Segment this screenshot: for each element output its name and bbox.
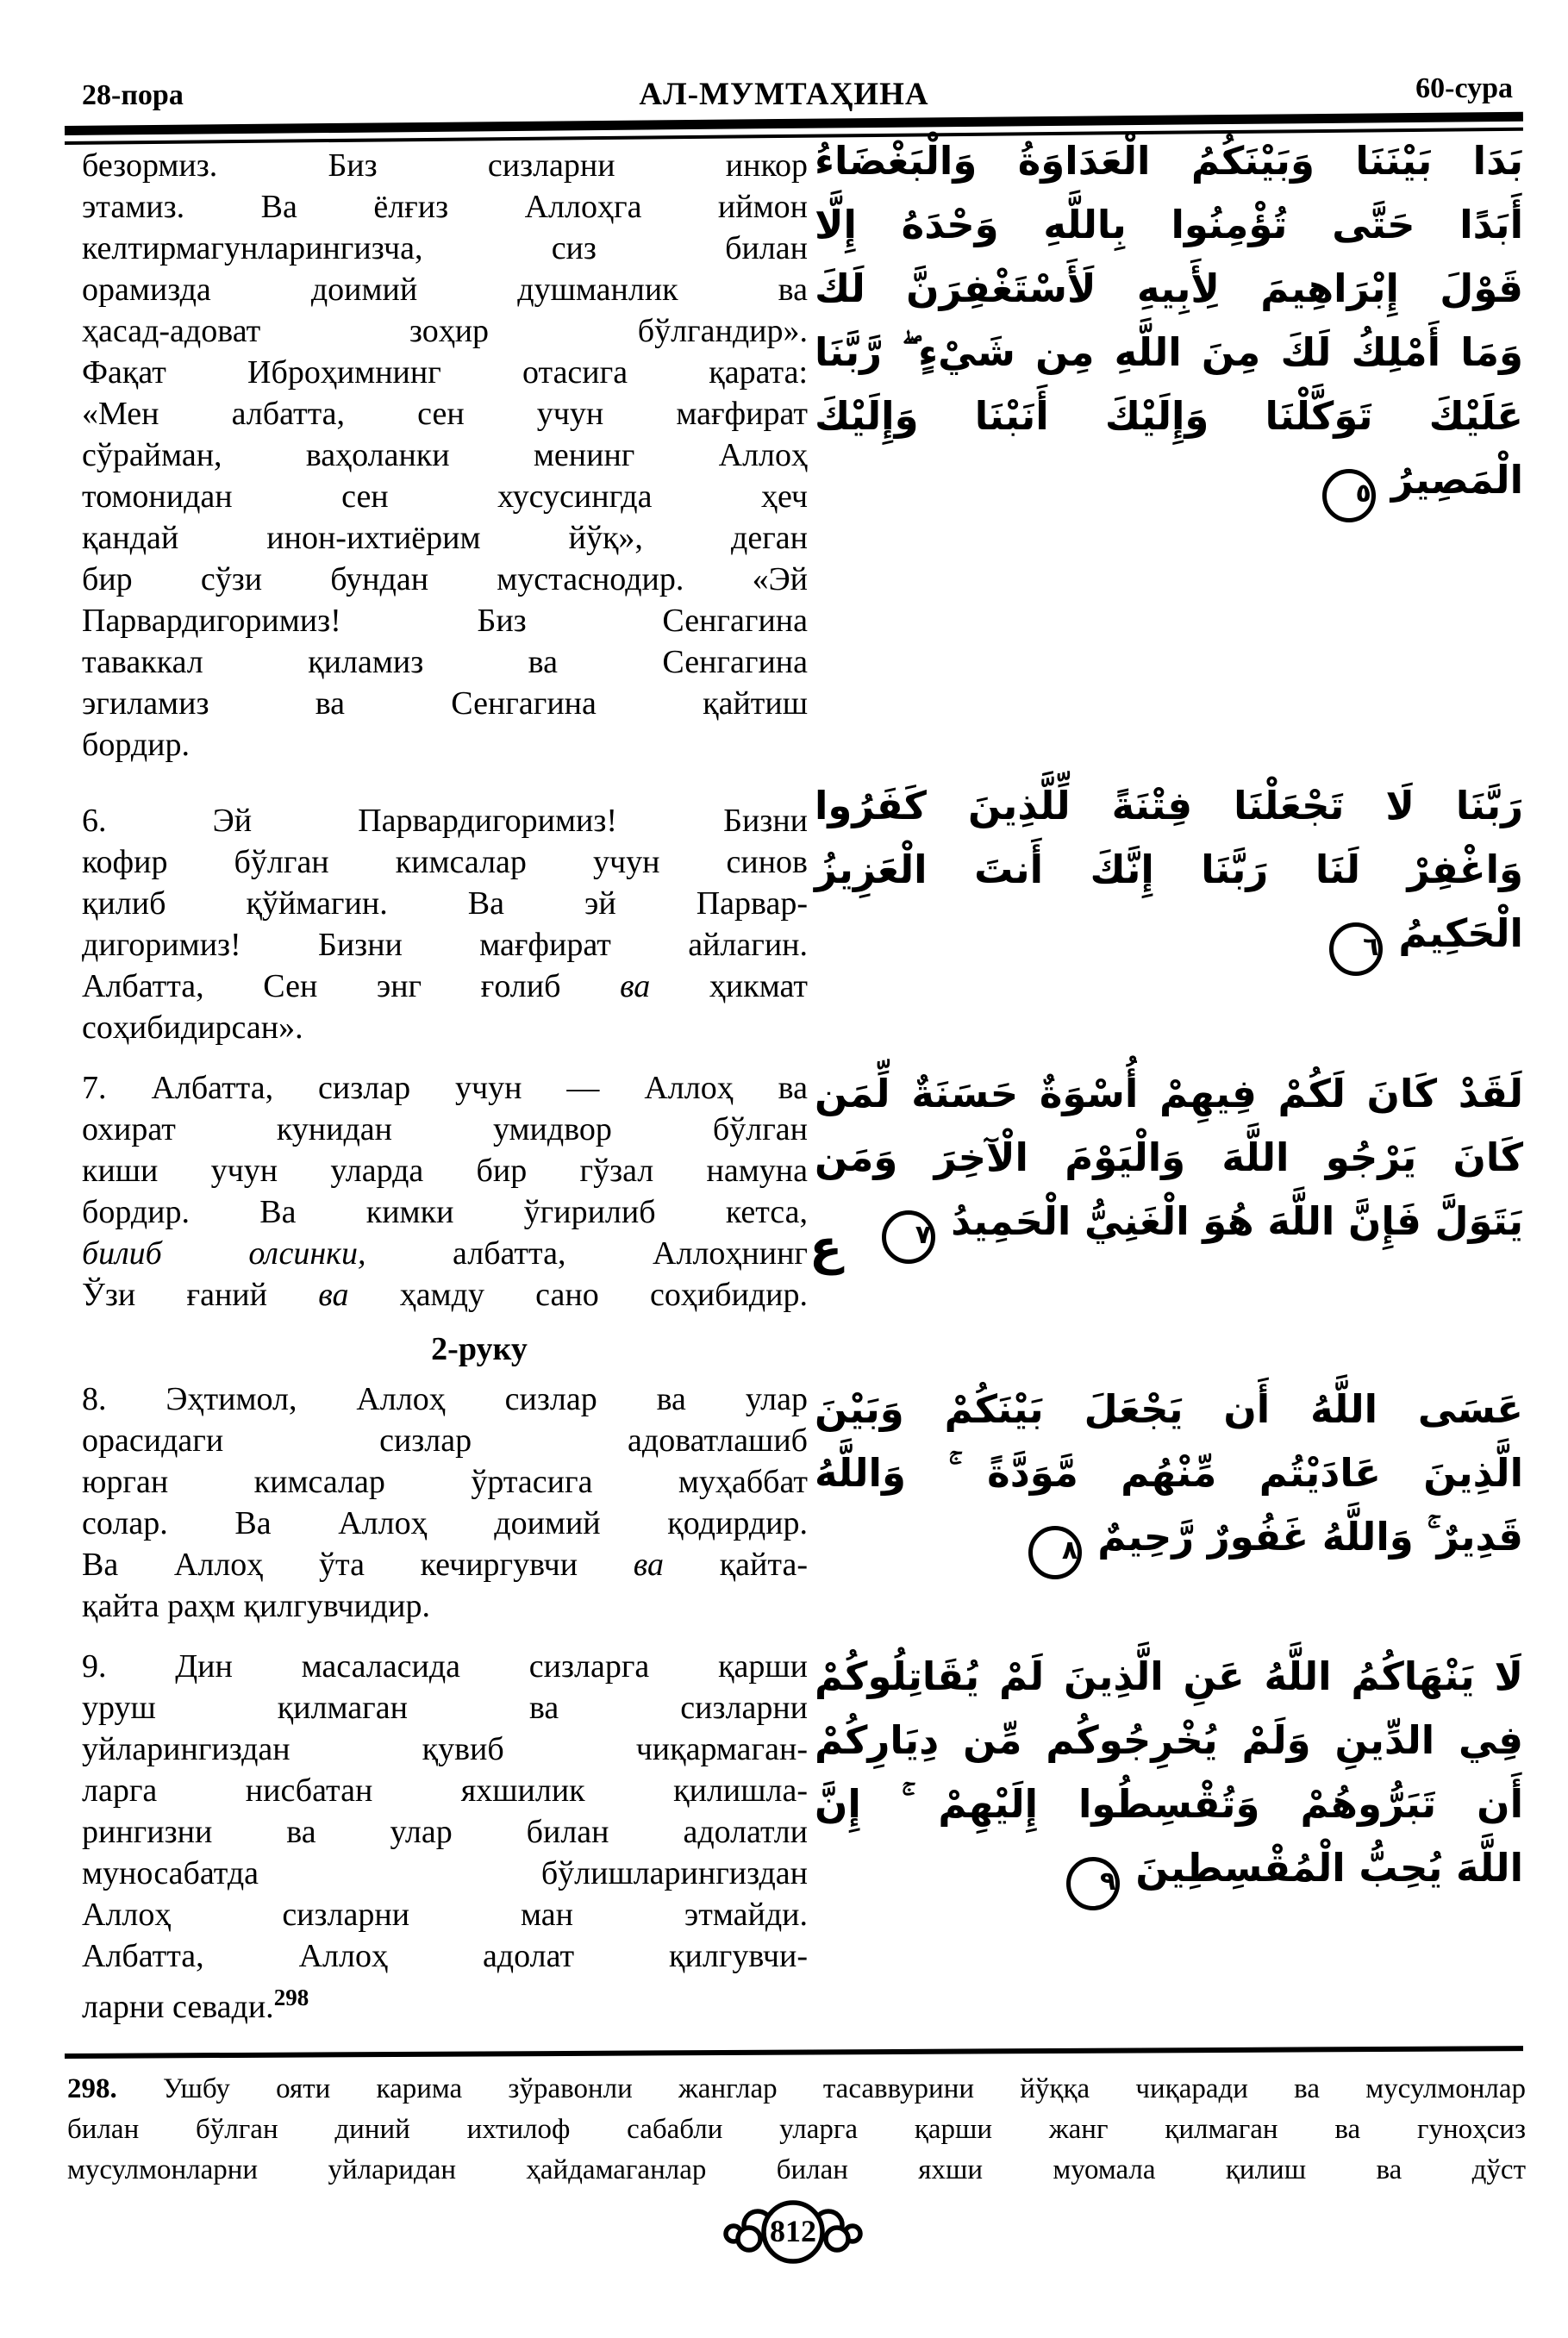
text-line [82,186,808,228]
text-segment: муносабатда бўлишларингиздан [82,1855,808,1891]
text-line [67,2110,1526,2150]
arabic-line: أَبَدًا حَتَّى تُؤْمِنُوا بِاللَّهِ وَحْدَهُ إِلَّا [815,202,1523,247]
arabic-line: كَانَ يَرْجُو اللَّهَ وَالْيَوْمَ الْآخِرَ وَمَن [815,1135,1523,1180]
arabic-line: أَن تَبَرُّوهُمْ وَتُقْسِطُوا إِلَيْهِمْ ۚ إِنَّ [815,1781,1523,1827]
text-segment: соҳибидирсан». [82,1010,303,1046]
text-line [82,1728,808,1770]
ruku-heading: 2-руку [431,1331,528,1367]
ruku-margin-marker: ع [809,1220,843,1276]
text-segment: Парвардигоримиз! Биз Сенгагина [82,603,808,639]
arabic-verse-block-٩ [815,1645,1523,1910]
text-segment: Ўзи ғаний [82,1277,319,1313]
text-line [82,1378,808,1420]
text-segment: ларни севади. [82,1989,274,2025]
text-segment: ҳасад-адоват зоҳир бўлгандир». [82,313,808,349]
arabic-verse-block-٨ [815,1378,1523,1579]
text-segment: кофир бўлган кимсалар учун синов [82,844,808,880]
text-line [82,1461,808,1503]
text-line [82,600,808,641]
text-line [82,517,808,559]
verse-end-marker: ٨ [1028,1526,1082,1579]
text-segment: дигоримиз! Бизни мағфират айлагин. [82,927,808,963]
arabic-line: رَبَّنَا لَا تَجْعَلْنَا فِتْنَةً لِّلَّذِينَ كَفَرُوا [815,783,1523,828]
text-line [82,559,808,600]
text-line [82,1977,808,2028]
text-line [82,724,808,766]
text-segment: билан бўлган диний ихтилоф сабабли уларга қарши жанг қилмаган ва гуноҳсиз [67,2114,1526,2145]
text-segment: 7. Албатта, сизлар учун — Аллоҳ ва [82,1070,808,1106]
footnote-reference: 298 [273,1985,309,2010]
arabic-line: الْمَصِيرُ٥ [815,448,1523,522]
text-line [82,800,808,841]
text-segment: охират кунидан умидвор бўлган [82,1111,808,1147]
arabic-verse-block-٦ [815,774,1523,976]
footnote-rule [65,2046,1523,2059]
text-segment: киши учун уларда бир гўзал намуна [82,1153,808,1189]
verse-end-marker: ٩ [1066,1857,1120,1910]
arabic-line: بَدَا بَيْنَنَا وَبَيْنَكُمُ الْعَدَاوَةُ وَالْبَغْضَاءُ [815,138,1523,184]
arabic-line: لَا يَنْهَاكُمُ اللَّهُ عَنِ الَّذِينَ لَمْ يُقَاتِلُوكُمْ [815,1653,1523,1699]
text-segment: Аллоҳ сизларни ман этмайди. [82,1897,808,1933]
text-segment: эгиламиз ва Сенгагина қайтиш [82,685,808,722]
text-segment: Албатта, Аллоҳ адолат қилгувчи- [82,1938,808,1974]
text-line [82,883,808,924]
verse-end-marker: ٦ [1329,922,1383,976]
text-line [82,228,808,269]
text-line [82,641,808,683]
text-line [82,683,808,724]
text-line [82,1770,808,1811]
paragraph-verse-6 [82,800,808,1048]
text-line [82,434,808,476]
arabic-line: لَقَدْ كَانَ لَكُمْ فِيهِمْ أُسْوَةٌ حَسَنَةٌ لِّمَن [815,1071,1523,1116]
text-segment: солар. Ва Аллоҳ доимий қодирдир. [82,1505,808,1541]
text-segment: сўрайман, ваҳоланки менинг Аллоҳ [82,437,808,473]
text-line [82,1646,808,1687]
text-segment: «Мен албатта, сен учун мағфират [82,396,808,432]
text-line [82,393,808,434]
text-line [82,145,808,186]
text-line [82,1067,808,1109]
page-title: АЛ-МУМТАҲИНА [639,77,929,112]
arabic-line: قَدِيرٌ ۚ وَاللَّهُ غَفُورٌ رَّحِيمٌ٨ [815,1505,1523,1579]
text-line [82,966,808,1007]
arabic-verse-block-٥ [815,129,1523,522]
footnote [67,2069,1526,2191]
verse-end-marker: ٧ [882,1210,935,1264]
text-segment: безормиз. Биз сизларни инкор [82,147,808,184]
text-line [82,310,808,352]
text-segment: орамизда доимий душманлик ва [82,272,808,308]
page-number-ornament [720,2194,866,2273]
text-segment: томонидан сен хусусингда ҳеч [82,478,808,515]
text-line [82,1150,808,1191]
text-segment: 6. Эй Парвардигоримиз! Бизни [82,803,808,839]
text-line [82,1853,808,1894]
paragraph-verse-5-continuation [82,145,808,766]
text-line [82,269,808,310]
text-segment: Фақат Иброҳимнинг отасига қарата: [82,354,808,391]
text-segment: рингизни ва улар билан адолатли [82,1814,808,1850]
text-segment: таваккал қиламиз ва Сенгагина [82,644,808,680]
text-segment: юрган кимсалар ўртасига муҳаббат [82,1464,808,1500]
arabic-line: قَوْلَ إِبْرَاهِيمَ لِأَبِيهِ لَأَسْتَغْفِرَنَّ لَكَ [815,266,1523,311]
text-segment: ва [318,1277,349,1313]
text-segment: этамиз. Ва ёлғиз Аллоҳга иймон [82,189,808,225]
text-line [82,1544,808,1585]
text-segment: 9. Дин масаласида сизларга қарши [82,1648,808,1685]
text-line [82,1233,808,1274]
text-segment: бордир. Ва кимки ўгирилиб кетса, [82,1194,808,1230]
text-segment: Ушбу ояти карима зўравонли жанглар тасаввурини йўққа чиқаради ва мусулмонлар [116,2073,1526,2104]
arabic-line: اللَّهَ يُحِبُّ الْمُقْسِطِينَ٩ [815,1836,1523,1910]
text-segment: уйларингиздан қувиб чиқармаган- [82,1731,808,1767]
text-segment: ларга нисбатан яхшилик қилишла- [82,1772,808,1809]
arabic-line: عَسَى اللَّهُ أَن يَجْعَلَ بَيْنَكُمْ وَبَيْنَ [815,1386,1523,1432]
text-segment: ва [620,968,651,1004]
text-line [82,1503,808,1544]
paragraph-verse-7 [82,1067,808,1316]
text-line [67,2150,1526,2191]
text-segment: билиб олсинки, [82,1235,366,1272]
header-juz-label: 28-пора [82,79,184,111]
text-segment: уруш қилмаган ва сизларни [82,1690,808,1726]
text-segment: бир сўзи бундан мустаснодир. «Эй [82,561,808,597]
text-segment: албатта, Аллоҳнинг [365,1235,808,1272]
arabic-line: عَلَيْكَ تَوَكَّلْنَا وَإِلَيْكَ أَنَبْنَا وَإِلَيْكَ [815,393,1523,439]
text-segment: келтирмагунларингизча, сиз билан [82,230,808,266]
verse-end-marker: ٥ [1322,469,1376,522]
text-line [82,352,808,393]
arabic-line: فِي الدِّينِ وَلَمْ يُخْرِجُوكُم مِّن دِيَارِكُمْ [815,1717,1523,1763]
arabic-line: وَاغْفِرْ لَنَا رَبَّنَا إِنَّكَ أَنتَ الْعَزِيزُ [815,847,1523,892]
text-segment: қайта- [664,1547,808,1583]
text-segment: 298. [67,2073,117,2104]
text-line [82,476,808,517]
text-segment: мусулмонларни уйларидан ҳайдамаганлар билан яхши муомала қилиш ва дўст [67,2154,1526,2185]
text-segment: бордир. [82,727,191,763]
arabic-line: الَّذِينَ عَادَيْتُم مِّنْهُم مَّوَدَّةً ۚ وَاللَّهُ [815,1450,1523,1496]
text-segment: орасидаги сизлар адоватлашиб [82,1422,808,1459]
text-segment: Ва Аллоҳ ўта кечиргувчи [82,1547,634,1583]
paragraph-verse-9 [82,1646,808,2028]
text-line [82,1687,808,1728]
text-line [82,841,808,883]
text-segment: ҳамду сано соҳибидир. [348,1277,808,1313]
arabic-line: الْحَكِيمُ٦ [815,902,1523,976]
text-segment: ҳикмат [650,968,808,1004]
text-line [82,1191,808,1233]
arabic-line: وَمَا أَمْلِكُ لَكَ مِنَ اللَّهِ مِن شَيْءٍ ۖ رَّبَّنَا [815,329,1523,375]
translation-column [82,145,808,2028]
arabic-verse-block-٧ [809,1062,1523,1276]
text-line [82,1109,808,1150]
text-segment: қандай инон-ихтиёрим йўқ», деган [82,520,808,556]
text-line [67,2069,1526,2110]
text-line [82,1894,808,1935]
text-segment: 8. Эҳтимол, Аллоҳ сизлар ва улар [82,1381,808,1417]
text-segment: Албатта, Сен энг ғолиб [82,968,621,1004]
text-line [82,1420,808,1461]
text-segment: қилиб қўймагин. Ва эй Парвар- [82,885,808,922]
text-line [82,1811,808,1853]
text-segment: қайта раҳм қилгувчидир. [82,1588,430,1624]
text-line [82,1585,808,1627]
text-line [82,1935,808,1977]
page-number: 812 [770,2214,816,2248]
text-line [82,924,808,966]
arabic-line: يَتَوَلَّ فَإِنَّ اللَّهَ هُوَ الْغَنِيُّ الْحَمِيدُ٧ [815,1190,1523,1264]
paragraph-verse-8 [82,1378,808,1627]
text-line [82,1274,808,1316]
header-sura-label: 60-сура [1415,72,1513,104]
text-segment: ва [633,1547,665,1583]
text-line [82,1007,808,1048]
